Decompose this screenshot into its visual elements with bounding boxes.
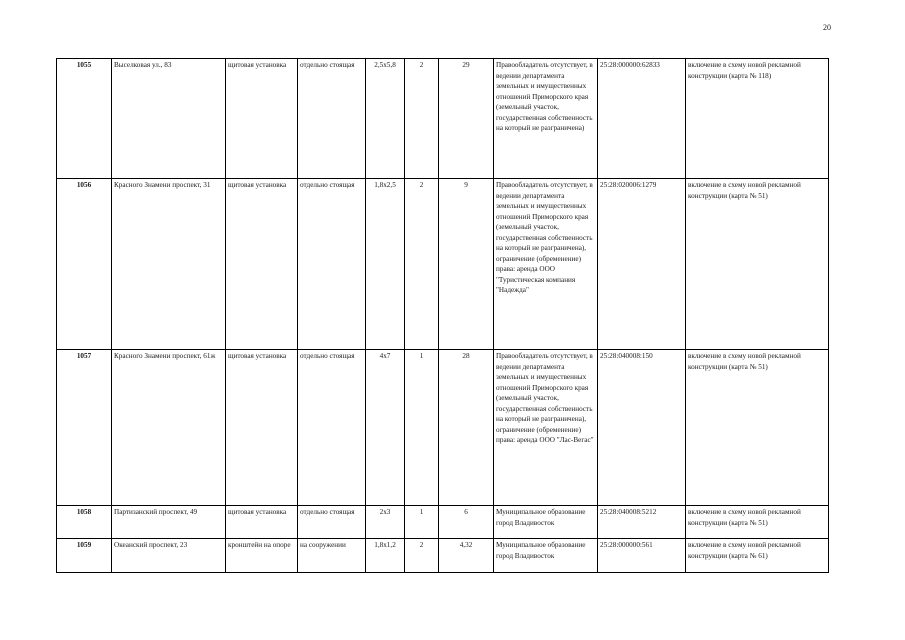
placement-cell: отдельно стоящая xyxy=(298,350,366,506)
area-cell: 4,32 xyxy=(439,539,494,573)
page-number: 20 xyxy=(823,23,831,32)
note-cell: включение в схему новой рекламной конструкции (карта № 51) xyxy=(686,506,829,539)
note-cell: включение в схему новой рекламной конструкции (карта № 51) xyxy=(686,350,829,506)
cadastral-cell: 25:28:020006:1279 xyxy=(598,179,686,350)
row-number: 1058 xyxy=(57,506,112,539)
size-cell: 4х7 xyxy=(366,350,405,506)
table-row xyxy=(57,506,829,539)
placement-cell: отдельно стоящая xyxy=(298,59,366,179)
sides-cell: 2 xyxy=(405,179,439,350)
placement-cell: отдельно стоящая xyxy=(298,506,366,539)
sides-cell: 2 xyxy=(405,539,439,573)
size-cell: 1,8х2,5 xyxy=(366,179,405,350)
placement-cell: на сооружении xyxy=(298,539,366,573)
address-cell: Выселковая ул., 83 xyxy=(112,59,226,179)
owner-cell: Правообладатель отсутствует, в ведении департамента земельных и имущественных отношений Приморского края (земельный участок, государственная собственность на который не разграничена), ограничение (обременение) права: аренда ООО "Туристическая компания "Надежда" xyxy=(494,179,598,350)
row-number: 1055 xyxy=(57,59,112,179)
type-cell: кронштейн на опоре xyxy=(226,539,298,573)
cadastral-cell: 25:28:000000:62833 xyxy=(598,59,686,179)
area-cell: 6 xyxy=(439,506,494,539)
address-cell: Красного Знамени проспект, 61ж xyxy=(112,350,226,506)
address-cell: Океанский проспект, 23 xyxy=(112,539,226,573)
row-number: 1056 xyxy=(57,179,112,350)
type-cell: щитовая установка xyxy=(226,179,298,350)
sides-cell: 1 xyxy=(405,350,439,506)
address-cell: Красного Знамени проспект, 31 xyxy=(112,179,226,350)
sides-cell: 2 xyxy=(405,59,439,179)
owner-cell: Муниципальное образование город Владивосток xyxy=(494,506,598,539)
sides-cell: 1 xyxy=(405,506,439,539)
type-cell: щитовая установка xyxy=(226,350,298,506)
note-cell: включение в схему новой рекламной конструкции (карта № 118) xyxy=(686,59,829,179)
owner-cell: Муниципальное образование город Владивосток xyxy=(494,539,598,573)
cadastral-cell: 25:28:000000:561 xyxy=(598,539,686,573)
placement-cell: отдельно стоящая xyxy=(298,179,366,350)
note-cell: включение в схему новой рекламной конструкции (карта № 51) xyxy=(686,179,829,350)
cadastral-cell: 25:28:040008:150 xyxy=(598,350,686,506)
area-cell: 29 xyxy=(439,59,494,179)
row-number: 1059 xyxy=(57,539,112,573)
size-cell: 2х3 xyxy=(366,506,405,539)
ad-structures-table xyxy=(56,58,829,573)
note-cell: включение в схему новой рекламной конструкции (карта № 61) xyxy=(686,539,829,573)
area-cell: 9 xyxy=(439,179,494,350)
type-cell: щитовая установка xyxy=(226,506,298,539)
size-cell: 1,8х1,2 xyxy=(366,539,405,573)
address-cell: Партизанский проспект, 49 xyxy=(112,506,226,539)
row-number: 1057 xyxy=(57,350,112,506)
cadastral-cell: 25:28:040008:5212 xyxy=(598,506,686,539)
table-row xyxy=(57,350,829,506)
size-cell: 2,5х5,8 xyxy=(366,59,405,179)
area-cell: 28 xyxy=(439,350,494,506)
owner-cell: Правообладатель отсутствует, в ведении департамента земельных и имущественных отношений Приморского края (земельный участок, государственная собственность на который не разграничена), ограничение (обременение) права: аренда ООО "Лас-Вегас" xyxy=(494,350,598,506)
owner-cell: Правообладатель отсутствует, в ведении департамента земельных и имущественных отношений Приморского края (земельный участок, государственная собственность на который не разграничена) xyxy=(494,59,598,179)
table-row xyxy=(57,539,829,573)
table-row xyxy=(57,59,829,179)
type-cell: щитовая установка xyxy=(226,59,298,179)
table-row xyxy=(57,179,829,350)
